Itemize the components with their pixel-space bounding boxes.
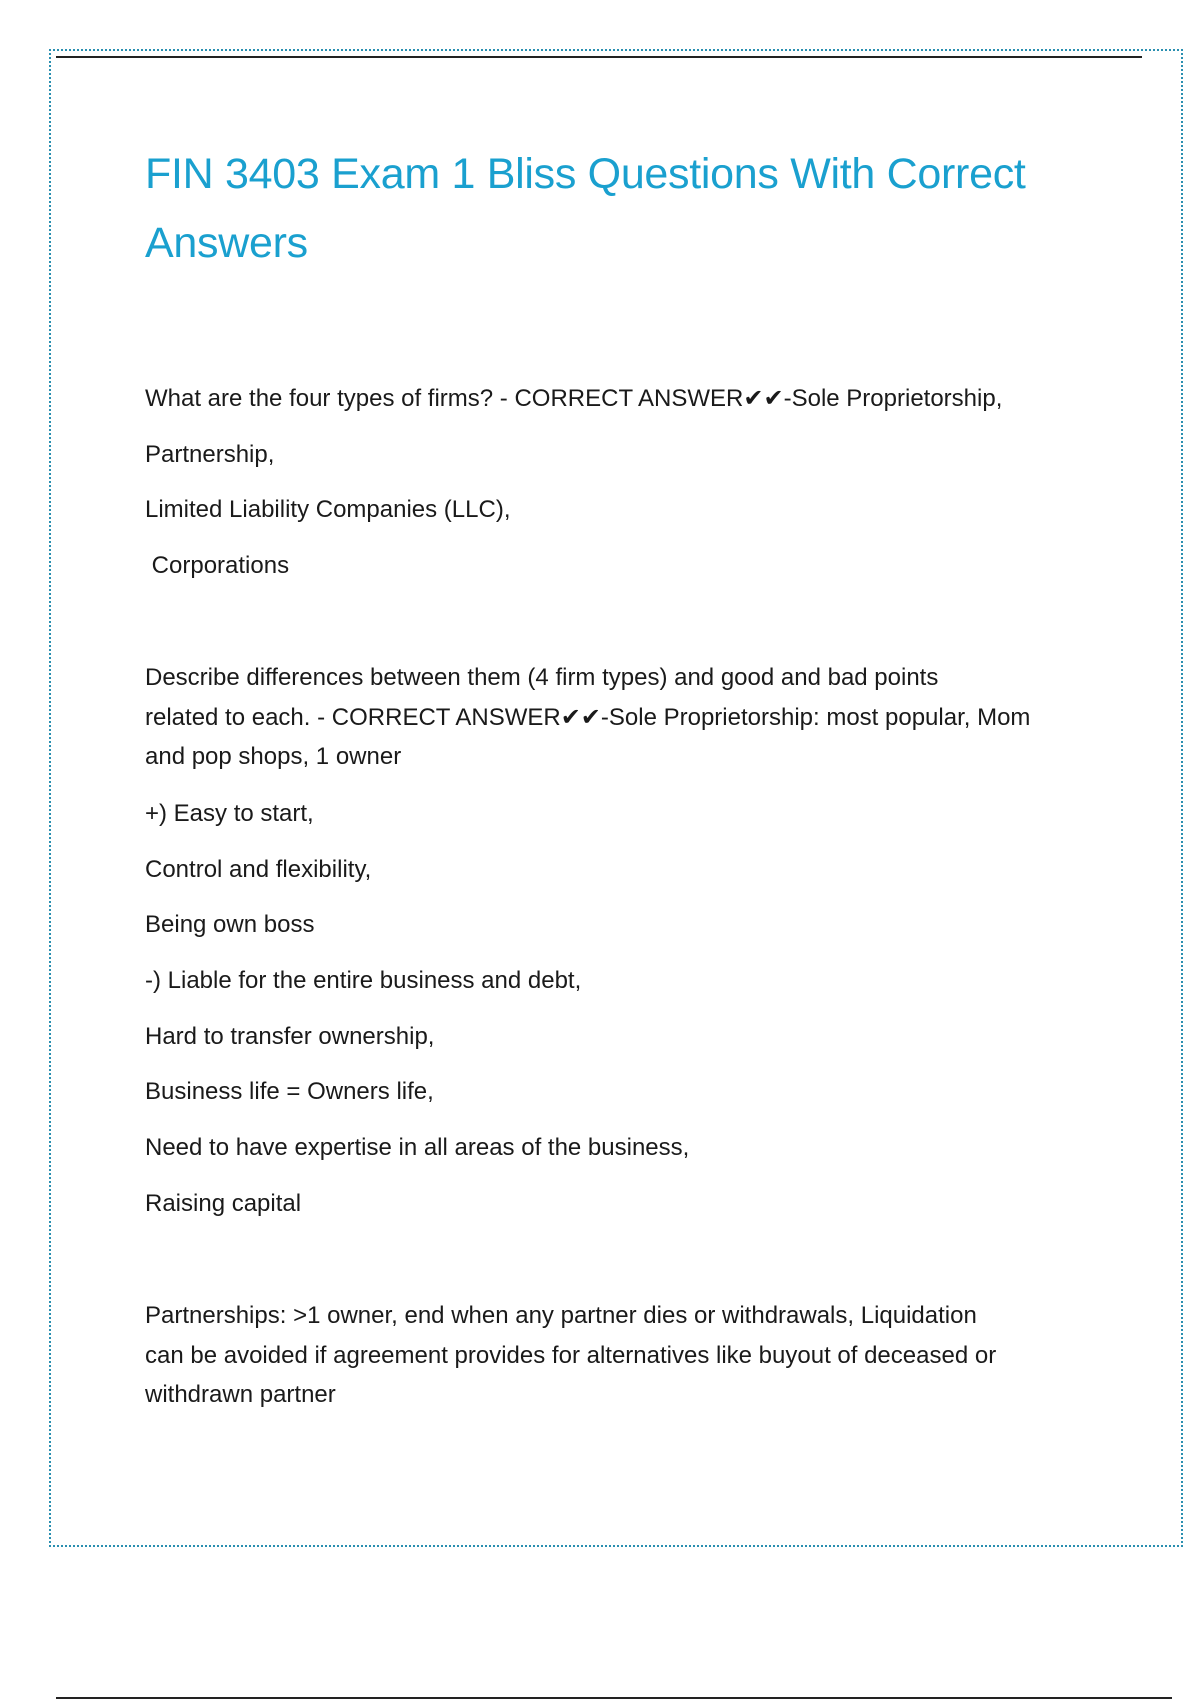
q1-answer-line: Corporations (145, 552, 290, 579)
partnerships-line: can be avoided if agreement provides for alternatives like buyout of deceased or (145, 1342, 997, 1369)
partnerships-line: withdrawn partner (145, 1381, 336, 1408)
q2-answer-line: Hard to transfer ownership, (145, 1023, 435, 1050)
partnerships-line: Partnerships: >1 owner, end when any partner dies or withdrawals, Liquidation (145, 1302, 977, 1329)
title-line-1: FIN 3403 Exam 1 Bliss Questions With Correct (145, 150, 1026, 198)
q2-answer-line: Control and flexibility, (145, 856, 372, 883)
next-page-rule (56, 1697, 1172, 1699)
q2-answer-line: Raising capital (145, 1190, 302, 1217)
title-line-2: Answers (145, 219, 308, 267)
document-title (145, 140, 1095, 278)
q2-question-line: Describe differences between them (4 firm types) and good and bad points (145, 664, 939, 691)
q2-answer-line: -) Liable for the entire business and debt, (145, 967, 582, 994)
q2-answer-line: Business life = Owners life, (145, 1078, 434, 1105)
q1-question-line: What are the four types of firms? - CORRECT ANSWER✔✔-Sole Proprietorship, (145, 385, 1003, 412)
q2-answer-line: +) Easy to start, (145, 800, 314, 827)
q2-answer-line: and pop shops, 1 owner (145, 743, 402, 770)
header-rule (56, 56, 1142, 58)
q1-answer-line: Partnership, (145, 441, 275, 468)
q2-answer-line: Need to have expertise in all areas of the business, (145, 1134, 690, 1161)
q1-answer-line: Limited Liability Companies (LLC), (145, 496, 511, 523)
q2-question-line: related to each. - CORRECT ANSWER✔✔-Sole Proprietorship: most popular, Mom (145, 704, 1031, 731)
q2-answer-line: Being own boss (145, 911, 315, 938)
